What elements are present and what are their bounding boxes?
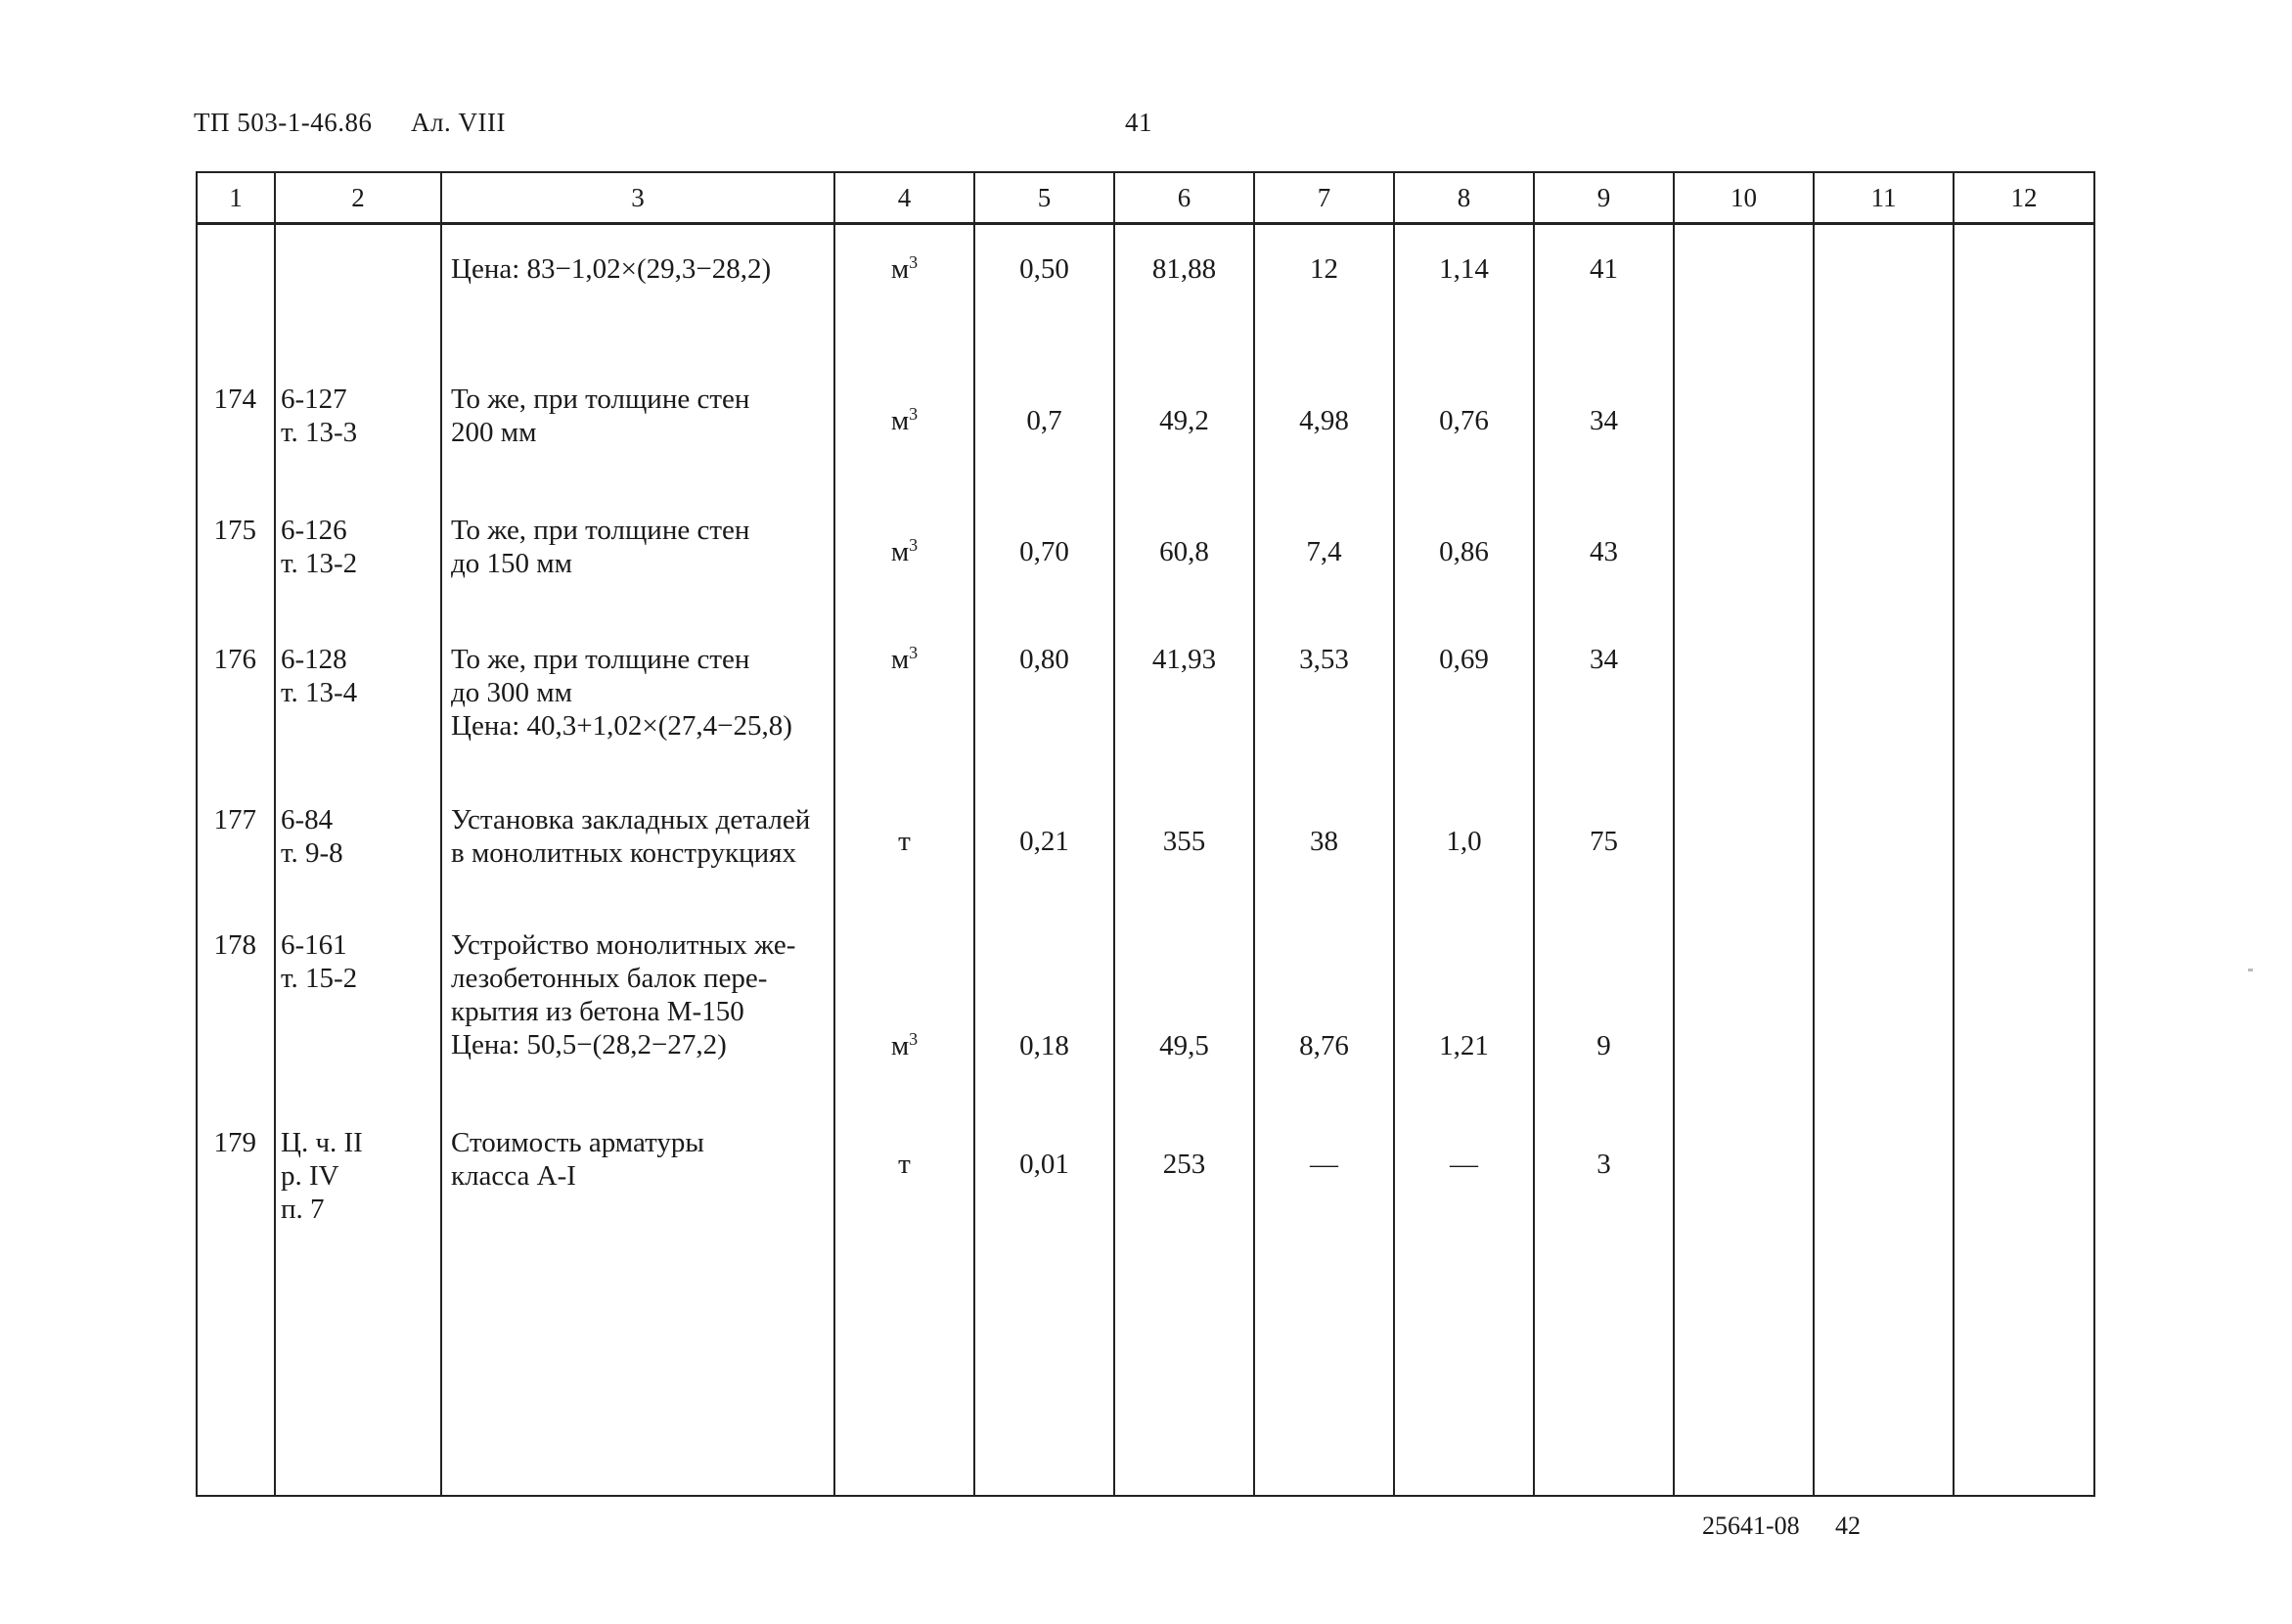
- table-row: [197, 784, 2094, 915]
- album-sheet: Ал. VIII: [411, 108, 506, 137]
- value-col-9: [1534, 784, 1674, 915]
- unit-text: т: [898, 825, 911, 857]
- row-number-text: 174: [213, 383, 256, 415]
- value-text: 0,21: [1019, 825, 1069, 857]
- value-text: 75: [1590, 825, 1618, 857]
- value-text: 0,7: [1026, 404, 1062, 436]
- unit-text: м: [890, 643, 910, 675]
- work-description-line: крытия из бетона М-150: [451, 995, 744, 1027]
- page-number: 41: [1125, 108, 1152, 137]
- value-text: 34: [1590, 404, 1618, 436]
- work-description: [441, 224, 834, 357]
- rate-reference: [275, 784, 441, 915]
- value-col-8: [1394, 1110, 1534, 1496]
- rate-reference: [275, 488, 441, 619]
- column-header: 5: [974, 172, 1114, 224]
- value-text: 9: [1596, 1029, 1611, 1061]
- empty-col-12: [1954, 619, 2094, 784]
- column-header: 1: [197, 172, 275, 224]
- rate-reference: [275, 619, 441, 784]
- row-number-text: 177: [213, 803, 256, 835]
- value-col-9: [1534, 1110, 1674, 1496]
- work-description: [441, 357, 834, 488]
- value-col-5: [974, 488, 1114, 619]
- column-header: 2: [275, 172, 441, 224]
- unit-of-measure: [834, 224, 974, 357]
- work-description-line: Стоимость арматуры: [451, 1126, 704, 1158]
- row-number: [197, 784, 275, 915]
- value-text: 355: [1162, 825, 1206, 857]
- value-text: 0,01: [1019, 1148, 1069, 1180]
- value-col-9: [1534, 619, 1674, 784]
- empty-col-12: [1954, 1110, 2094, 1496]
- value-text: 8,76: [1299, 1029, 1349, 1061]
- column-header: 3: [441, 172, 834, 224]
- rate-reference-line: р. IV: [281, 1159, 339, 1192]
- rate-reference-line: т. 15-2: [281, 962, 358, 994]
- empty-col-11: [1814, 1110, 1954, 1496]
- table-row: [197, 915, 2094, 1110]
- work-description-line: Установка закладных деталей: [451, 803, 811, 835]
- value-col-9: [1534, 224, 1674, 357]
- value-col-6: [1114, 1110, 1254, 1496]
- unit-text: т: [898, 1148, 911, 1180]
- empty-col-10: [1674, 1110, 1814, 1496]
- work-description-line: до 150 мм: [451, 547, 572, 579]
- work-description: [441, 1110, 834, 1496]
- work-description-line: То же, при толщине стен: [451, 643, 750, 675]
- rate-reference-line: т. 13-3: [281, 416, 358, 448]
- estimate-table-container: [196, 171, 2093, 1492]
- value-text: 0,70: [1019, 535, 1069, 567]
- column-number-row: [197, 172, 2094, 224]
- rate-reference-line: Ц. ч. II: [281, 1126, 363, 1158]
- empty-col-11: [1814, 488, 1954, 619]
- value-col-8: [1394, 224, 1534, 357]
- value-col-7: [1254, 357, 1394, 488]
- empty-col-10: [1674, 619, 1814, 784]
- row-number-text: 179: [213, 1126, 256, 1158]
- value-col-6: [1114, 357, 1254, 488]
- value-text: 0,18: [1019, 1029, 1069, 1061]
- unit-of-measure: [834, 915, 974, 1110]
- work-description: [441, 915, 834, 1110]
- row-number: [197, 1110, 275, 1496]
- column-header: 7: [1254, 172, 1394, 224]
- rate-reference-line: т. 13-2: [281, 547, 358, 579]
- work-description-line: То же, при толщине стен: [451, 383, 750, 415]
- value-col-7: [1254, 915, 1394, 1110]
- unit-exponent: 3: [909, 252, 919, 272]
- row-number: [197, 619, 275, 784]
- work-description: [441, 784, 834, 915]
- row-number-text: 175: [213, 514, 256, 546]
- value-col-8: [1394, 915, 1534, 1110]
- rate-reference-line: 6-84: [281, 803, 334, 835]
- value-text: 38: [1310, 825, 1338, 857]
- row-number: [197, 488, 275, 619]
- row-number-text: 178: [213, 928, 256, 961]
- value-col-8: [1394, 619, 1534, 784]
- value-col-5: [974, 784, 1114, 915]
- value-col-6: [1114, 619, 1254, 784]
- rate-reference-line: 6-126: [281, 514, 347, 546]
- value-col-8: [1394, 784, 1534, 915]
- table-row: [197, 488, 2094, 619]
- rate-reference: [275, 224, 441, 357]
- value-col-7: [1254, 224, 1394, 357]
- unit-exponent: 3: [909, 1028, 919, 1049]
- work-description-line: лезобетонных балок пере-: [451, 962, 768, 994]
- empty-col-11: [1814, 915, 1954, 1110]
- work-description-line: То же, при толщине стен: [451, 514, 750, 546]
- value-col-6: [1114, 488, 1254, 619]
- rate-reference-line: т. 13-4: [281, 676, 358, 708]
- document-code: ТП 503-1-46.86: [194, 108, 373, 137]
- value-text: 0,69: [1439, 643, 1489, 675]
- row-number: [197, 915, 275, 1110]
- value-col-6: [1114, 224, 1254, 357]
- unit-of-measure: [834, 619, 974, 784]
- empty-col-11: [1814, 357, 1954, 488]
- column-header: 10: [1674, 172, 1814, 224]
- unit-exponent: 3: [909, 642, 919, 662]
- empty-col-12: [1954, 784, 2094, 915]
- value-col-9: [1534, 357, 1674, 488]
- row-number-text: 176: [213, 643, 256, 675]
- value-text: 41: [1590, 253, 1618, 285]
- work-description: [441, 488, 834, 619]
- work-description-line: класса А-I: [451, 1159, 576, 1192]
- unit-of-measure: [834, 1110, 974, 1496]
- work-description-line: 200 мм: [451, 416, 537, 448]
- column-header: 11: [1814, 172, 1954, 224]
- value-col-5: [974, 1110, 1114, 1496]
- value-text: 3,53: [1299, 643, 1349, 675]
- work-description-line: до 300 мм: [451, 676, 572, 708]
- column-header: 9: [1534, 172, 1674, 224]
- table-row: [197, 619, 2094, 784]
- unit-text: м: [890, 253, 910, 285]
- value-text: 1,21: [1439, 1029, 1489, 1061]
- footer-inventory-code: 25641-08: [1702, 1511, 1800, 1540]
- value-text: 4,98: [1299, 404, 1349, 436]
- value-col-5: [974, 619, 1114, 784]
- value-col-5: [974, 357, 1114, 488]
- column-header: 12: [1954, 172, 2094, 224]
- column-header: 8: [1394, 172, 1534, 224]
- rate-reference: [275, 357, 441, 488]
- value-text: 0,76: [1439, 404, 1489, 436]
- value-col-9: [1534, 488, 1674, 619]
- empty-col-10: [1674, 915, 1814, 1110]
- rate-reference-line: 6-128: [281, 643, 347, 675]
- rate-reference: [275, 915, 441, 1110]
- work-description-line: Цена: 50,5−(28,2−27,2): [451, 1028, 727, 1060]
- value-text: 81,88: [1151, 253, 1217, 285]
- value-col-8: [1394, 488, 1534, 619]
- work-description: [441, 619, 834, 784]
- table-row: [197, 357, 2094, 488]
- empty-col-10: [1674, 784, 1814, 915]
- rate-reference-line: 6-127: [281, 383, 347, 415]
- empty-col-11: [1814, 784, 1954, 915]
- value-col-7: [1254, 1110, 1394, 1496]
- work-description-line: Цена: 40,3+1,02×(27,4−25,8): [451, 709, 792, 742]
- row-number: [197, 357, 275, 488]
- unit-text: м: [890, 535, 910, 567]
- unit-exponent: 3: [909, 403, 919, 424]
- value-text: 1,0: [1446, 825, 1482, 857]
- unit-text: м: [890, 1029, 910, 1061]
- value-text: 34: [1590, 643, 1618, 675]
- value-text: 1,14: [1439, 253, 1489, 285]
- work-description-line: Устройство монолитных же-: [451, 928, 796, 961]
- unit-of-measure: [834, 357, 974, 488]
- rate-reference: [275, 1110, 441, 1496]
- value-text: —: [1450, 1148, 1478, 1180]
- value-text: 253: [1162, 1148, 1206, 1180]
- value-text: 43: [1590, 535, 1618, 567]
- unit-text: м: [890, 404, 910, 436]
- row-number: [197, 224, 275, 357]
- value-text: 0,80: [1019, 643, 1069, 675]
- work-description-line: Цена: 83−1,02×(29,3−28,2): [451, 253, 772, 285]
- value-text: 60,8: [1159, 535, 1209, 567]
- unit-of-measure: [834, 488, 974, 619]
- footer-sheet-number: 42: [1835, 1511, 1861, 1540]
- column-header: 6: [1114, 172, 1254, 224]
- table-body: [197, 224, 2094, 1496]
- empty-col-12: [1954, 488, 2094, 619]
- empty-col-11: [1814, 619, 1954, 784]
- value-col-5: [974, 915, 1114, 1110]
- value-col-8: [1394, 357, 1534, 488]
- value-col-7: [1254, 488, 1394, 619]
- unit-of-measure: [834, 784, 974, 915]
- empty-col-10: [1674, 357, 1814, 488]
- column-header: 4: [834, 172, 974, 224]
- estimate-table: [196, 171, 2095, 1497]
- empty-col-12: [1954, 357, 2094, 488]
- scan-speck: [2248, 969, 2253, 971]
- value-col-6: [1114, 915, 1254, 1110]
- value-text: 41,93: [1151, 643, 1217, 675]
- empty-col-12: [1954, 224, 2094, 357]
- empty-col-10: [1674, 224, 1814, 357]
- rate-reference-line: 6-161: [281, 928, 347, 961]
- value-text: 7,4: [1306, 535, 1342, 567]
- value-text: 49,5: [1159, 1029, 1209, 1061]
- rate-reference-line: т. 9-8: [281, 836, 343, 869]
- rate-reference-line: п. 7: [281, 1193, 325, 1225]
- table-row: [197, 1110, 2094, 1496]
- value-col-7: [1254, 619, 1394, 784]
- value-text: 12: [1310, 253, 1338, 285]
- value-text: 49,2: [1159, 404, 1209, 436]
- value-col-7: [1254, 784, 1394, 915]
- empty-col-11: [1814, 224, 1954, 357]
- empty-col-10: [1674, 488, 1814, 619]
- table-row: [197, 224, 2094, 357]
- value-col-5: [974, 224, 1114, 357]
- value-text: 3: [1596, 1148, 1611, 1180]
- value-col-6: [1114, 784, 1254, 915]
- work-description-line: в монолитных конструкциях: [451, 836, 796, 869]
- value-text: —: [1310, 1148, 1338, 1180]
- value-text: 0,86: [1439, 535, 1489, 567]
- value-col-9: [1534, 915, 1674, 1110]
- empty-col-12: [1954, 915, 2094, 1110]
- unit-exponent: 3: [909, 534, 919, 555]
- value-text: 0,50: [1019, 253, 1069, 285]
